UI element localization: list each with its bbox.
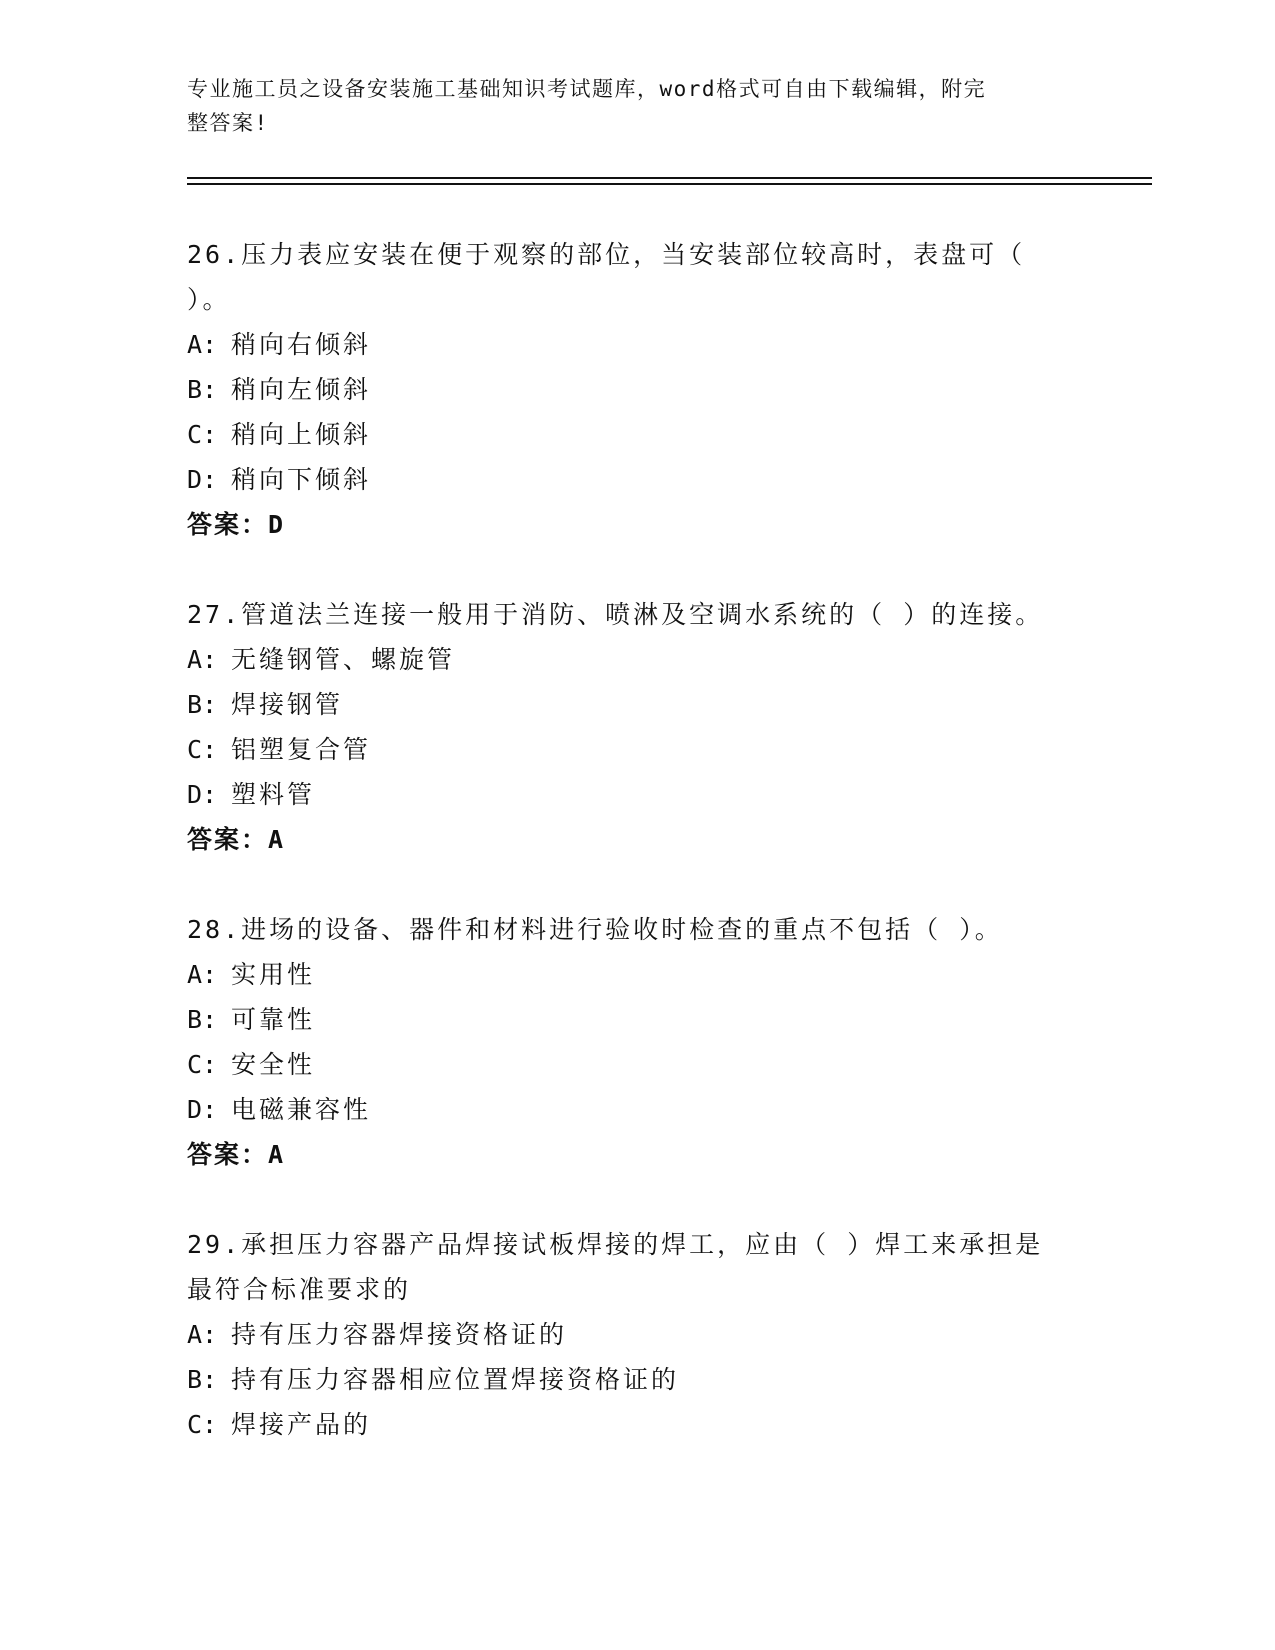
option-a [187,637,1087,682]
question-stem [187,232,1087,322]
question-27 [187,592,1087,862]
question-stem [187,592,1087,637]
option-a [187,952,1087,997]
question-28 [187,907,1087,1177]
option-text: 焊接产品的 [231,1410,372,1439]
question-stem [187,907,1087,952]
option-a [187,1312,1087,1357]
option-label: B: [187,375,218,404]
option-label: D: [187,465,218,494]
option-c [187,1042,1087,1087]
option-text: 电磁兼容性 [231,1095,372,1124]
option-label: C: [187,735,218,764]
header-divider-top [187,177,1152,179]
option-d [187,457,1087,502]
option-text: 稍向左倾斜 [231,375,372,404]
stem-line: 29.承担压力容器产品焊接试板焊接的焊工，应由（ ）焊工来承担是 [187,1230,1044,1259]
option-text: 稍向下倾斜 [231,465,372,494]
question-29 [187,1222,1087,1447]
answer: 答案：A [187,1140,286,1169]
option-b [187,682,1087,727]
option-text: 实用性 [231,960,316,989]
option-c [187,412,1087,457]
option-label: A: [187,960,218,989]
stem-line: 26.压力表应安装在便于观察的部位，当安装部位较高时，表盘可（ [187,240,1026,269]
option-label: B: [187,1365,218,1394]
option-c [187,727,1087,772]
document-header [187,72,1067,140]
stem-line: 最符合标准要求的 [187,1275,412,1304]
header-divider-bottom [187,183,1152,185]
option-label: D: [187,780,218,809]
option-c [187,1402,1087,1447]
option-text: 无缝钢管、螺旋管 [231,645,456,674]
question-stem [187,1222,1087,1312]
answer: 答案：A [187,825,286,854]
option-d [187,1087,1087,1132]
answer: 答案：D [187,510,286,539]
option-label: B: [187,690,218,719]
question-list [187,232,1087,1492]
option-text: 安全性 [231,1050,316,1079]
option-text: 持有压力容器焊接资格证的 [231,1320,568,1349]
option-text: 稍向右倾斜 [231,330,372,359]
option-b [187,997,1087,1042]
question-26 [187,232,1087,547]
option-d [187,772,1087,817]
option-label: B: [187,1005,218,1034]
stem-line: 28.进场的设备、器件和材料进行验收时检查的重点不包括（ ）。 [187,915,1003,944]
option-label: C: [187,1410,218,1439]
option-text: 焊接钢管 [231,690,344,719]
option-label: A: [187,330,218,359]
option-label: C: [187,420,218,449]
option-a [187,322,1087,367]
header-line-1: 专业施工员之设备安装施工基础知识考试题库，word格式可自由下载编辑，附完 [187,77,987,101]
option-label: C: [187,1050,218,1079]
option-text: 可靠性 [231,1005,316,1034]
option-text: 塑料管 [231,780,316,809]
option-text: 稍向上倾斜 [231,420,372,449]
stem-line: 27.管道法兰连接一般用于消防、喷淋及空调水系统的（ ）的连接。 [187,600,1044,629]
option-label: D: [187,1095,218,1124]
option-b [187,1357,1087,1402]
header-line-2: 整答案! [187,111,269,135]
option-text: 持有压力容器相应位置焊接资格证的 [231,1365,680,1394]
option-label: A: [187,1320,218,1349]
option-b [187,367,1087,412]
option-text: 铝塑复合管 [231,735,372,764]
stem-line: ）。 [187,285,231,314]
option-label: A: [187,645,218,674]
